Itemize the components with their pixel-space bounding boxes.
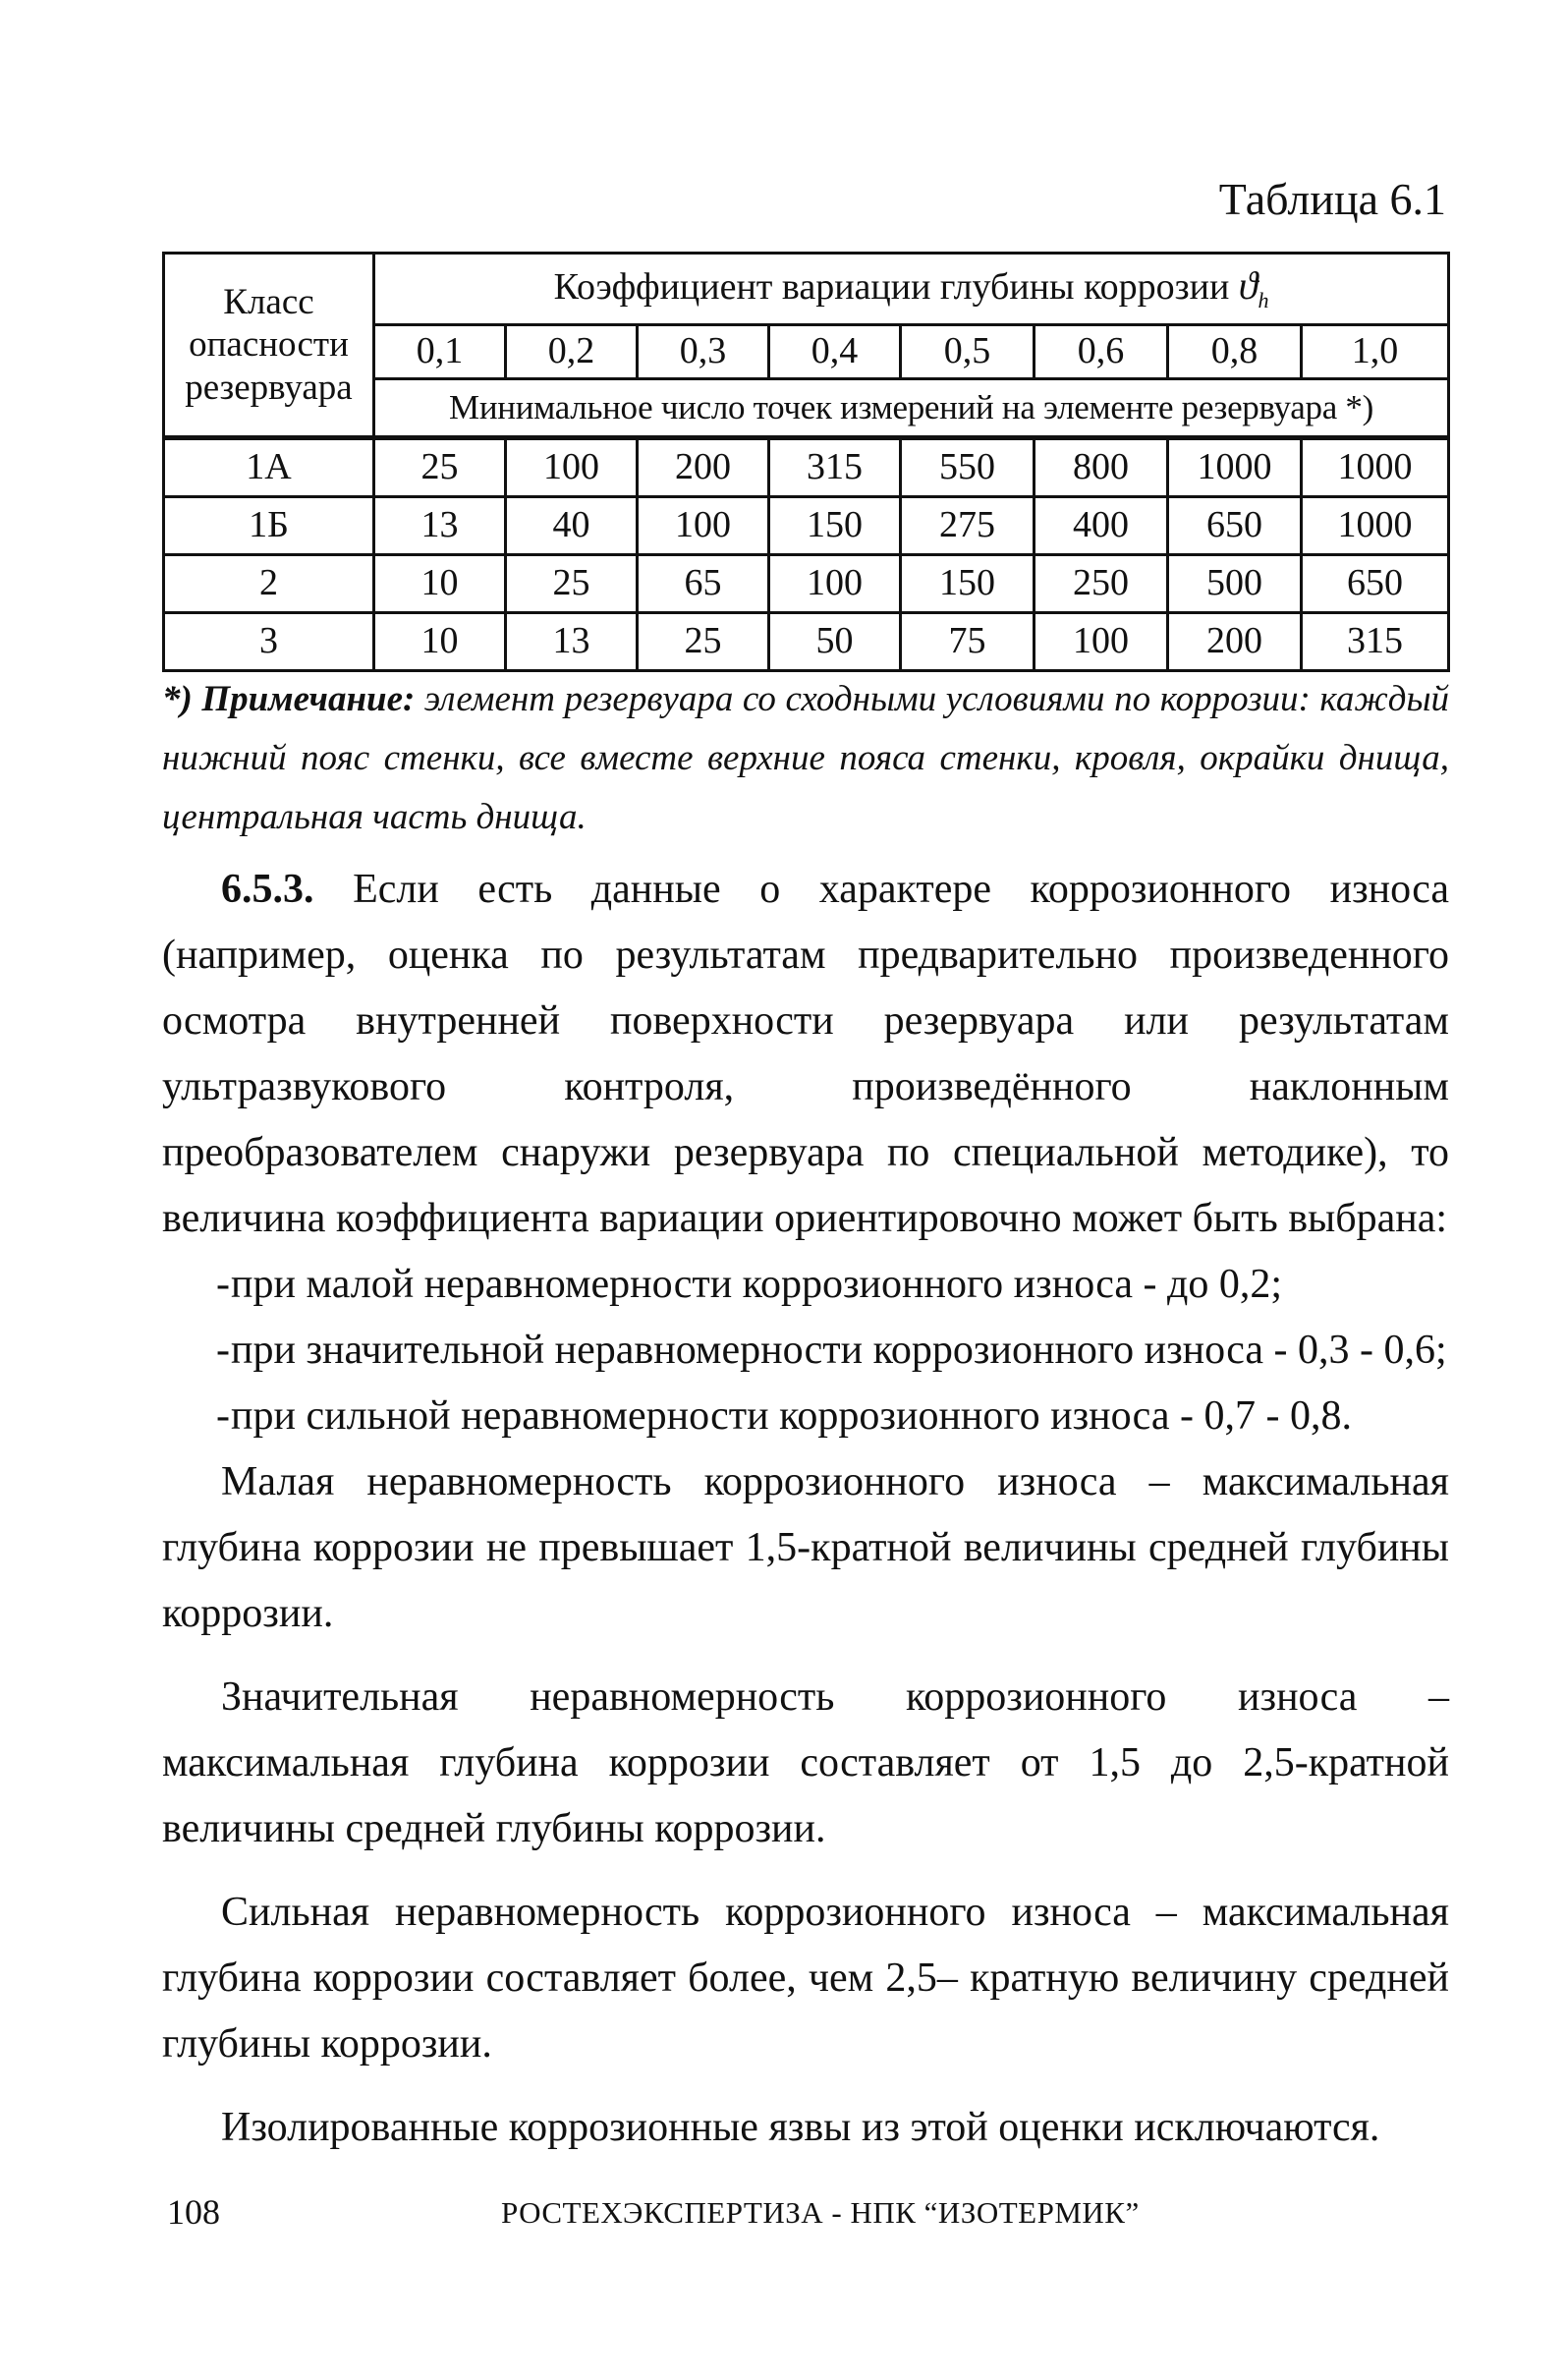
coef-header-cell <box>374 254 1449 325</box>
list-item-text: при малой неравномерности коррозионного износа - до 0,2; <box>231 1262 1283 1307</box>
list-item-text: при значительной неравномерности коррозионного износа - 0,3 - 0,6; <box>231 1328 1447 1373</box>
table-note <box>162 670 1449 847</box>
corrosion-table <box>162 252 1450 672</box>
table-row <box>164 613 1449 671</box>
class-header-line-1: Класс <box>223 281 314 322</box>
coef-value: 0,4 <box>769 325 901 379</box>
theta-symbol-char: ϑ <box>1238 263 1258 309</box>
paragraph-low-unevenness: Малая неравномерность коррозионного износа – максимальная глубина коррозии не превышает 1,5-кратной величины средней глубины коррозии. <box>162 1459 1449 1636</box>
table-row <box>164 438 1449 497</box>
table-cell: 315 <box>1302 613 1449 671</box>
table-cell: 50 <box>769 613 901 671</box>
table-cell: 150 <box>769 497 901 555</box>
list-item <box>162 1318 1449 1384</box>
coef-value: 0,1 <box>374 325 506 379</box>
table-cell: 650 <box>1302 555 1449 613</box>
table-row <box>164 497 1449 555</box>
table-cell: 25 <box>638 613 769 671</box>
table-cell: 100 <box>1035 613 1168 671</box>
table-cell: 200 <box>1168 613 1302 671</box>
coef-value: 0,3 <box>638 325 769 379</box>
list-item <box>162 1384 1449 1449</box>
coef-header-text: Коэффициент вариации глубины коррозии <box>553 266 1230 309</box>
table-cell: 25 <box>374 438 506 497</box>
table-cell: 250 <box>1035 555 1168 613</box>
table-cell: 150 <box>901 555 1035 613</box>
coef-value: 0,8 <box>1168 325 1302 379</box>
coef-value: 0,5 <box>901 325 1035 379</box>
table-row <box>164 555 1449 613</box>
class-cell: 1А <box>164 438 374 497</box>
paragraph-isolated-pits: Изолированные коррозионные язвы из этой оценки исключаются. <box>221 2105 1380 2150</box>
coef-value: 1,0 <box>1302 325 1449 379</box>
table-cell: 10 <box>374 613 506 671</box>
class-cell: 1Б <box>164 497 374 555</box>
note-mark: *) <box>162 679 193 719</box>
theta-symbol <box>1238 263 1269 313</box>
table-cell: 500 <box>1168 555 1302 613</box>
section-intro-paragraph <box>162 857 1449 1252</box>
table-caption: Таблица 6.1 <box>1218 174 1446 224</box>
publisher-name: РОСТЕХЭКСПЕРТИЗА - НПК “ИЗОТЕРМИК” <box>501 2195 1140 2230</box>
table-cell: 40 <box>506 497 638 555</box>
list-item <box>162 1252 1449 1318</box>
class-header-line-2: опасности <box>189 324 349 366</box>
class-header-line-3: резервуара <box>185 367 353 408</box>
note-label: Примечание: <box>201 679 416 719</box>
corrosion-table-container <box>162 252 1447 672</box>
coef-value: 0,2 <box>506 325 638 379</box>
table-cell: 200 <box>638 438 769 497</box>
table-cell: 65 <box>638 555 769 613</box>
min-points-header: Минимальное число точек измерений на элементе резервуара *) <box>374 379 1449 438</box>
table-cell: 1000 <box>1302 438 1449 497</box>
section-body <box>162 857 1449 2161</box>
table-cell: 800 <box>1035 438 1168 497</box>
table-cell: 25 <box>506 555 638 613</box>
table-cell: 1000 <box>1302 497 1449 555</box>
table-cell: 13 <box>374 497 506 555</box>
table-cell: 550 <box>901 438 1035 497</box>
table-cell: 100 <box>506 438 638 497</box>
table-cell: 10 <box>374 555 506 613</box>
coef-value: 0,6 <box>1035 325 1168 379</box>
table-cell: 275 <box>901 497 1035 555</box>
list-item-text: при сильной неравномерности коррозионного износа - 0,7 - 0,8. <box>231 1393 1352 1439</box>
paragraph-strong-unevenness: Сильная неравномерность коррозионного износа – максимальная глубина коррозии составляет более, чем 2,5– кратную величину средней глубины коррозии. <box>162 1890 1449 2067</box>
class-cell: 3 <box>164 613 374 671</box>
class-cell: 2 <box>164 555 374 613</box>
section-number: 6.5.3. <box>221 867 314 912</box>
note-text: элемент резервуара со сходными условиями по коррозии: каждый нижний пояс стенки, все вместе верхние пояса стенки, кровля, окрайки днища, центральная часть днища. <box>162 679 1450 837</box>
table-cell: 650 <box>1168 497 1302 555</box>
table-cell: 100 <box>638 497 769 555</box>
table-cell: 400 <box>1035 497 1168 555</box>
table-cell: 315 <box>769 438 901 497</box>
paragraph-significant-unevenness: Значительная неравномерность коррозионного износа – максимальная глубина коррозии составляет от 1,5 до 2,5-кратной величины средней глубины коррозии. <box>162 1674 1449 1851</box>
table-cell: 100 <box>769 555 901 613</box>
page-footer <box>167 2191 1444 2240</box>
page-number: 108 <box>167 2192 220 2232</box>
theta-symbol-sub: h <box>1258 288 1269 313</box>
class-header-cell <box>164 254 374 438</box>
section-intro-text: Если есть данные о характере коррозионного износа (например, оценка по результатам предварительно произведенного осмотра внутренней поверхности резервуара или результатам ультразвукового контроля, произведённого наклонным преобразователем снаружи резервуара по специальной методике), то величина коэффициента вариации ориентировочно может быть выбрана: <box>162 867 1449 1241</box>
variation-list <box>162 1252 1449 1449</box>
table-cell: 13 <box>506 613 638 671</box>
table-cell: 75 <box>901 613 1035 671</box>
table-cell: 1000 <box>1168 438 1302 497</box>
